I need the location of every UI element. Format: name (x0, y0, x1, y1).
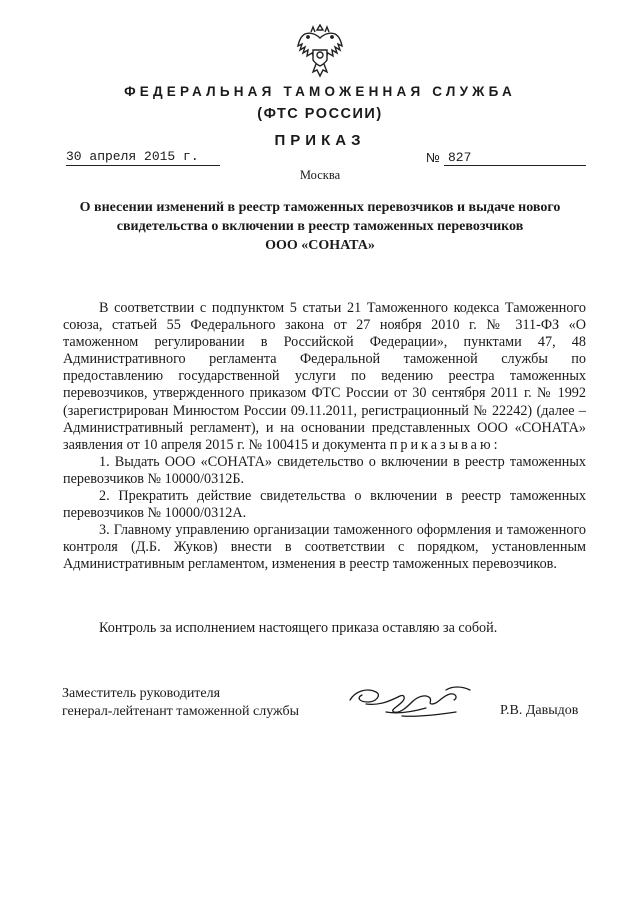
order-item-3: 3. Главному управлению организации таможенного оформления и таможенного контроля (Д.Б. Жуков) внести в соответствии с порядком, установленным Административным регламентом, изменения в реестр таможенных перевозчиков. (63, 522, 586, 573)
handwritten-signature-icon (346, 682, 478, 720)
date-underline (66, 165, 220, 166)
preamble-paragraph (63, 300, 586, 454)
organization-short-name: (ФТС РОССИИ) (257, 106, 383, 122)
number-label: № (426, 150, 440, 165)
document-city: Москва (299, 168, 341, 182)
double-headed-eagle-emblem-icon (296, 24, 344, 80)
number-underline (444, 165, 586, 166)
document-title (60, 198, 580, 255)
order-item-2: 2. Прекратить действие свидетельства о включении в реестр таможенных перевозчиков № 10000/0312А. (63, 488, 586, 522)
signatory-position (62, 685, 299, 721)
order-item-1: 1. Выдать ООО «СОНАТА» свидетельство о включении в реестр таможенных перевозчиков № 10000/0312Б. (63, 453, 586, 487)
document-type: ПРИКАЗ (274, 132, 366, 149)
preamble-text: В соответствии с подпунктом 5 статьи 21 Таможенного кодекса Таможенного союза, статьей 55 Федерального закона от 27 ноября 2010 г. № 311-ФЗ «О таможенном регулировании в Российской Федерации», пунктами 47, 48 Административного регламента Федеральной таможенной службы по предоставлению государственной услуги по ведению реестра таможенных перевозчиков, утвержденного приказом ФТС России от 30 сентября 2011 г. № 1992 (зарегистрирован Минюстом России 09.11.2011, регистрационный № 22242) (далее – Административный регламент), и на основании представленных ООО «СОНАТА» заявления от 10 апреля 2015 г. № 100415 и документа (63, 300, 586, 453)
organization-name: ФЕДЕРАЛЬНАЯ ТАМОЖЕННАЯ СЛУЖБА (124, 84, 516, 99)
order-word: приказываю: (389, 436, 501, 453)
document-number: 827 (448, 150, 472, 165)
title-line-1: О внесении изменений в реестр таможенных перевозчиков и выдаче нового (79, 200, 561, 215)
signatory-position-line-1: Заместитель руководителя (62, 686, 221, 701)
title-line-3: ООО «СОНАТА» (265, 238, 375, 253)
document-body (63, 300, 586, 574)
control-paragraph: Контроль за исполнением настоящего приказа оставляю за собой. (99, 620, 498, 636)
title-line-2: свидетельства о включении в реестр таможенных перевозчиков (116, 219, 524, 234)
document-date: 30 апреля 2015 г. (66, 149, 199, 164)
signatory-name: Р.В. Давыдов (500, 703, 579, 718)
signatory-position-line-2: генерал-лейтенант таможенной службы (62, 704, 300, 719)
